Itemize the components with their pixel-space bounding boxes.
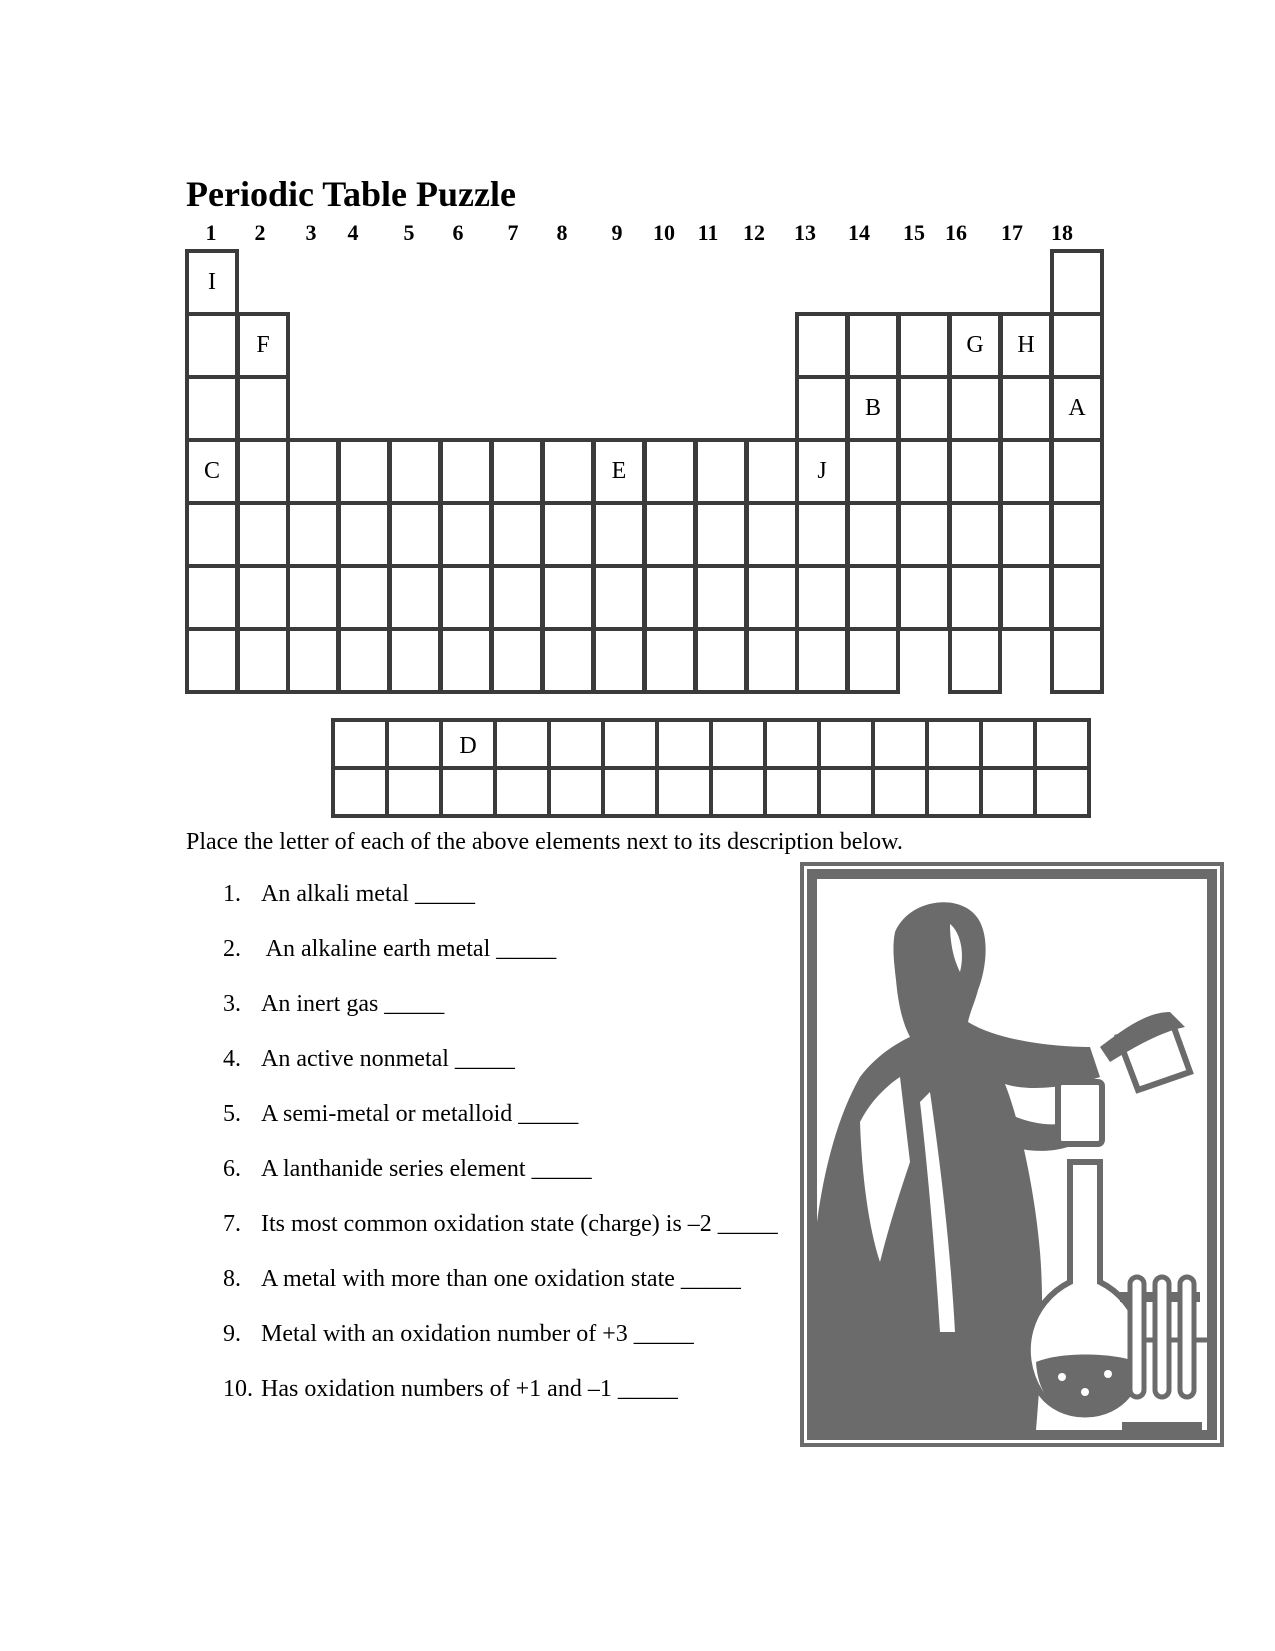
question-text: An alkaline earth metal _____ (261, 936, 557, 962)
element-cell (185, 375, 239, 442)
element-cell (999, 564, 1053, 631)
question-text: A metal with more than one oxidation state _____ (261, 1266, 741, 1292)
question-item (223, 992, 444, 1016)
question-number: 9. (223, 1321, 241, 1347)
question-number: 2. (223, 936, 241, 962)
group-number: 4 (347, 220, 359, 245)
element-letter: G (966, 332, 984, 358)
element-cell (236, 312, 290, 379)
f-block-cell (655, 766, 713, 818)
element-cell (745, 438, 799, 505)
element-cell (795, 438, 849, 505)
element-cell (897, 501, 951, 568)
element-cell (185, 627, 239, 694)
group-number: 12 (743, 220, 765, 245)
question-item (223, 882, 475, 906)
element-cell (846, 438, 900, 505)
question-text: A lanthanide series element _____ (261, 1156, 592, 1182)
element-cell (897, 312, 951, 379)
f-block-cell (331, 766, 389, 818)
element-cell (897, 375, 951, 442)
group-number: 8 (556, 220, 568, 245)
element-letter: D (459, 733, 477, 759)
element-cell (846, 501, 900, 568)
element-cell (236, 501, 290, 568)
element-cell (948, 627, 1002, 694)
scientist-illustration (800, 862, 1224, 1447)
element-cell (236, 375, 290, 442)
f-block-cell (331, 718, 389, 770)
element-cell (694, 627, 748, 694)
element-cell (795, 312, 849, 379)
question-item (223, 1047, 515, 1071)
element-cell (846, 312, 900, 379)
element-cell (337, 501, 391, 568)
f-block-cell (493, 718, 551, 770)
question-text: An active nonmetal _____ (261, 1046, 515, 1072)
element-cell (490, 564, 544, 631)
element-cell (236, 564, 290, 631)
group-number: 14 (848, 220, 870, 245)
group-number: 3 (305, 220, 317, 245)
group-number: 11 (697, 220, 719, 245)
question-text: Metal with an oxidation number of +3 _____ (261, 1321, 694, 1347)
element-cell (541, 627, 595, 694)
element-cell (999, 501, 1053, 568)
question-text: Its most common oxidation state (charge) is –2 _____ (261, 1211, 778, 1237)
element-cell (337, 564, 391, 631)
element-cell (337, 627, 391, 694)
element-cell (388, 438, 442, 505)
group-number: 2 (254, 220, 266, 245)
group-number: 6 (452, 220, 464, 245)
element-cell (439, 627, 493, 694)
question-number: 4. (223, 1046, 241, 1072)
question-number: 1. (223, 881, 241, 907)
f-block-cell (655, 718, 713, 770)
f-block-cell (709, 718, 767, 770)
question-text: An inert gas _____ (261, 991, 445, 1017)
element-cell (439, 438, 493, 505)
element-cell (541, 438, 595, 505)
question-number: 10. (223, 1376, 253, 1402)
element-letter: F (256, 332, 270, 358)
f-block-cell (925, 766, 983, 818)
element-cell (490, 438, 544, 505)
element-cell (286, 438, 340, 505)
element-cell (337, 438, 391, 505)
element-cell (745, 627, 799, 694)
question-number: 6. (223, 1156, 241, 1182)
f-block-cell (493, 766, 551, 818)
element-cell (388, 501, 442, 568)
element-cell (388, 564, 442, 631)
element-cell (1050, 249, 1104, 316)
element-letter: E (611, 458, 627, 484)
element-cell (846, 375, 900, 442)
group-number: 7 (507, 220, 519, 245)
f-block-cell (1033, 766, 1091, 818)
f-block-cell (601, 766, 659, 818)
element-cell (948, 312, 1002, 379)
element-cell (439, 564, 493, 631)
element-cell (286, 564, 340, 631)
element-cell (643, 564, 697, 631)
question-item (223, 1102, 578, 1126)
element-cell (643, 501, 697, 568)
element-cell (1050, 627, 1104, 694)
f-block-cell (385, 718, 443, 770)
element-cell (1050, 564, 1104, 631)
test-tube-icon (1130, 1277, 1144, 1397)
question-item (223, 1212, 778, 1236)
element-cell (185, 249, 239, 316)
group-number: 10 (653, 220, 675, 245)
group-number: 9 (611, 220, 623, 245)
element-cell (1050, 501, 1104, 568)
question-item (223, 1267, 741, 1291)
f-block-cell (925, 718, 983, 770)
element-cell (286, 501, 340, 568)
element-cell (795, 375, 849, 442)
f-block-cell (709, 766, 767, 818)
element-letter: I (208, 269, 216, 295)
question-text: Has oxidation numbers of +1 and –1 _____ (261, 1376, 678, 1402)
group-number: 15 (903, 220, 925, 245)
element-cell (999, 438, 1053, 505)
element-letter: J (817, 458, 827, 484)
group-number: 13 (794, 220, 816, 245)
f-block-cell (871, 766, 929, 818)
element-cell (1050, 375, 1104, 442)
question-item (223, 937, 556, 961)
question-number: 8. (223, 1266, 241, 1292)
element-cell (643, 627, 697, 694)
f-block-cell (439, 718, 497, 770)
element-cell (948, 438, 1002, 505)
element-cell (846, 627, 900, 694)
rack-base (1122, 1422, 1202, 1430)
element-cell (643, 438, 697, 505)
element-letter: C (203, 458, 220, 484)
question-text: An alkali metal _____ (261, 881, 475, 907)
f-block-cell (979, 766, 1037, 818)
group-number: 18 (1051, 220, 1073, 245)
element-cell (999, 312, 1053, 379)
element-cell (948, 564, 1002, 631)
question-text: A semi-metal or metalloid _____ (261, 1101, 579, 1127)
element-cell (694, 501, 748, 568)
page-title: Periodic Table Puzzle (186, 174, 516, 214)
f-block-cell (601, 718, 659, 770)
f-block-cell (1033, 718, 1091, 770)
element-cell (948, 501, 1002, 568)
f-block-cell (817, 766, 875, 818)
question-number: 3. (223, 991, 241, 1017)
question-item (223, 1377, 678, 1401)
f-block-cell (817, 718, 875, 770)
group-number: 17 (1001, 220, 1023, 245)
element-cell (795, 564, 849, 631)
element-cell (185, 501, 239, 568)
question-number: 7. (223, 1211, 241, 1237)
element-cell (694, 438, 748, 505)
f-block-cell (547, 766, 605, 818)
f-block-cell (439, 766, 497, 818)
element-cell (592, 501, 646, 568)
question-item (223, 1157, 592, 1181)
element-cell (999, 375, 1053, 442)
f-block-cell (547, 718, 605, 770)
element-cell (236, 438, 290, 505)
group-number: 5 (403, 220, 415, 245)
f-block-cell (763, 718, 821, 770)
element-cell (490, 501, 544, 568)
element-cell (236, 627, 290, 694)
element-cell (185, 564, 239, 631)
question-item (223, 1322, 694, 1346)
element-letter: H (1017, 332, 1035, 358)
test-tube-icon (1155, 1277, 1169, 1397)
element-cell (795, 501, 849, 568)
element-cell (490, 627, 544, 694)
element-cell (592, 438, 646, 505)
element-cell (439, 501, 493, 568)
element-cell (846, 564, 900, 631)
instructions-text: Place the letter of each of the above elements next to its description below. (186, 829, 903, 855)
group-number: 16 (945, 220, 967, 245)
question-number: 5. (223, 1101, 241, 1127)
element-cell (897, 438, 951, 505)
element-cell (897, 564, 951, 631)
f-block-cell (385, 766, 443, 818)
element-letter: B (864, 395, 881, 421)
element-cell (541, 564, 595, 631)
group-number: 1 (205, 220, 217, 245)
element-cell (948, 375, 1002, 442)
test-tube-icon (1180, 1277, 1194, 1397)
element-cell (592, 627, 646, 694)
f-block-cell (871, 718, 929, 770)
element-cell (694, 564, 748, 631)
element-cell (745, 564, 799, 631)
element-cell (541, 501, 595, 568)
f-block-cell (979, 718, 1037, 770)
element-cell (1050, 438, 1104, 505)
element-cell (185, 312, 239, 379)
f-block-cell (763, 766, 821, 818)
element-cell (745, 501, 799, 568)
element-cell (592, 564, 646, 631)
element-cell (388, 627, 442, 694)
element-cell (185, 438, 239, 505)
element-letter: A (1068, 395, 1086, 421)
element-cell (795, 627, 849, 694)
beaker-icon (1058, 1082, 1102, 1144)
element-cell (286, 627, 340, 694)
element-cell (1050, 312, 1104, 379)
